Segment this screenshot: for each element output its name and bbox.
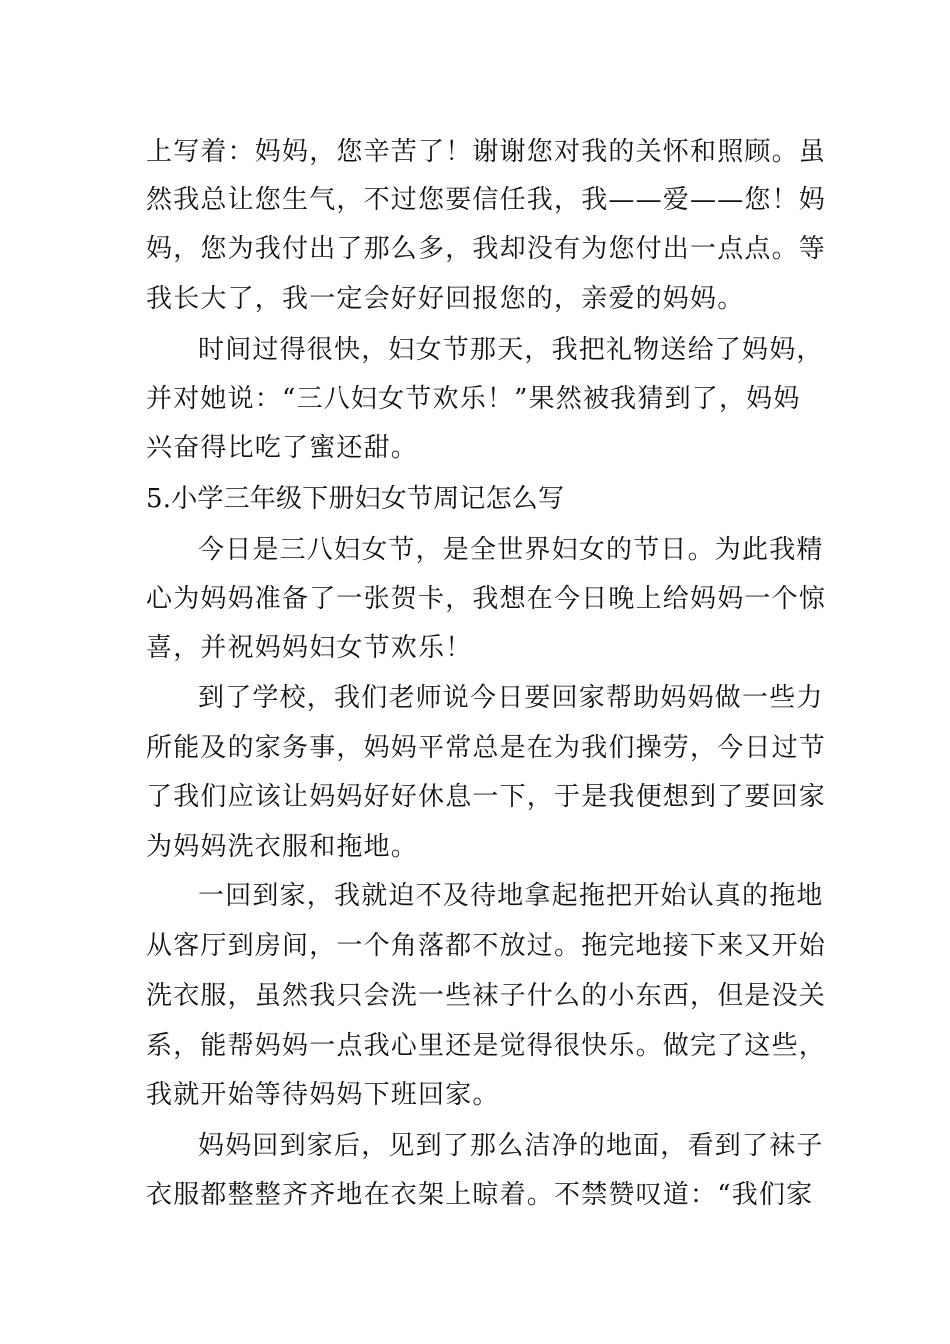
text-line: 我就开始等待妈妈下班回家。 xyxy=(146,1080,500,1110)
paragraph-first-line: 到了学校，我们老师说今日要回家帮助妈妈做一些力 xyxy=(198,683,824,713)
text-line: 从客厅到房间，一个角落都不放过。拖完地接下来又开始 xyxy=(146,931,827,961)
text-line: 了我们应该让妈妈好好休息一下，于是我便想到了要回家 xyxy=(146,782,827,812)
text-line: 上写着：妈妈，您辛苦了！谢谢您对我的关怀和照顾。虽 xyxy=(146,137,827,167)
text-line: 妈，您为我付出了那么多，我却没有为您付出一点点。等 xyxy=(146,234,827,264)
paragraph-first-line: 时间过得很快，妇女节那天，我把礼物送给了妈妈， xyxy=(198,335,824,365)
text-line: 衣服都整整齐齐地在衣架上晾着。不禁赞叹道：“我们家 xyxy=(146,1180,814,1210)
text-line: 我长大了，我一定会好好回报您的，亲爱的妈妈。 xyxy=(146,284,745,314)
text-line: 兴奋得比吃了蜜还甜。 xyxy=(146,433,419,463)
text-line: 喜，并祝妈妈妇女节欢乐！ xyxy=(146,633,473,663)
section-heading: 5.小学三年级下册妇女节周记怎么写 xyxy=(146,484,565,514)
text-line: 系，能帮妈妈一点我心里还是觉得很快乐。做完了这些， xyxy=(146,1031,827,1061)
text-line: 然我总让您生气，不过您要信任我，我——爱——您！妈 xyxy=(146,185,827,215)
paragraph-first-line: 今日是三八妇女节，是全世界妇女的节日。为此我精 xyxy=(198,535,824,565)
paragraph-first-line: 妈妈回到家后，见到了那么洁净的地面，看到了袜子 xyxy=(198,1131,824,1161)
paragraph-first-line: 一回到家，我就迫不及待地拿起拖把开始认真的拖地 xyxy=(198,881,824,911)
text-line: 并对她说：“三八妇女节欢乐！”果然被我猜到了，妈妈 xyxy=(146,384,801,414)
text-line: 为妈妈洗衣服和拖地。 xyxy=(146,832,419,862)
text-line: 所能及的家务事，妈妈平常总是在为我们操劳，今日过节 xyxy=(146,733,827,763)
text-line: 心为妈妈准备了一张贺卡，我想在今日晚上给妈妈一个惊 xyxy=(146,584,827,614)
text-line: 洗衣服，虽然我只会洗一些袜子什么的小东西，但是没关 xyxy=(146,981,827,1011)
